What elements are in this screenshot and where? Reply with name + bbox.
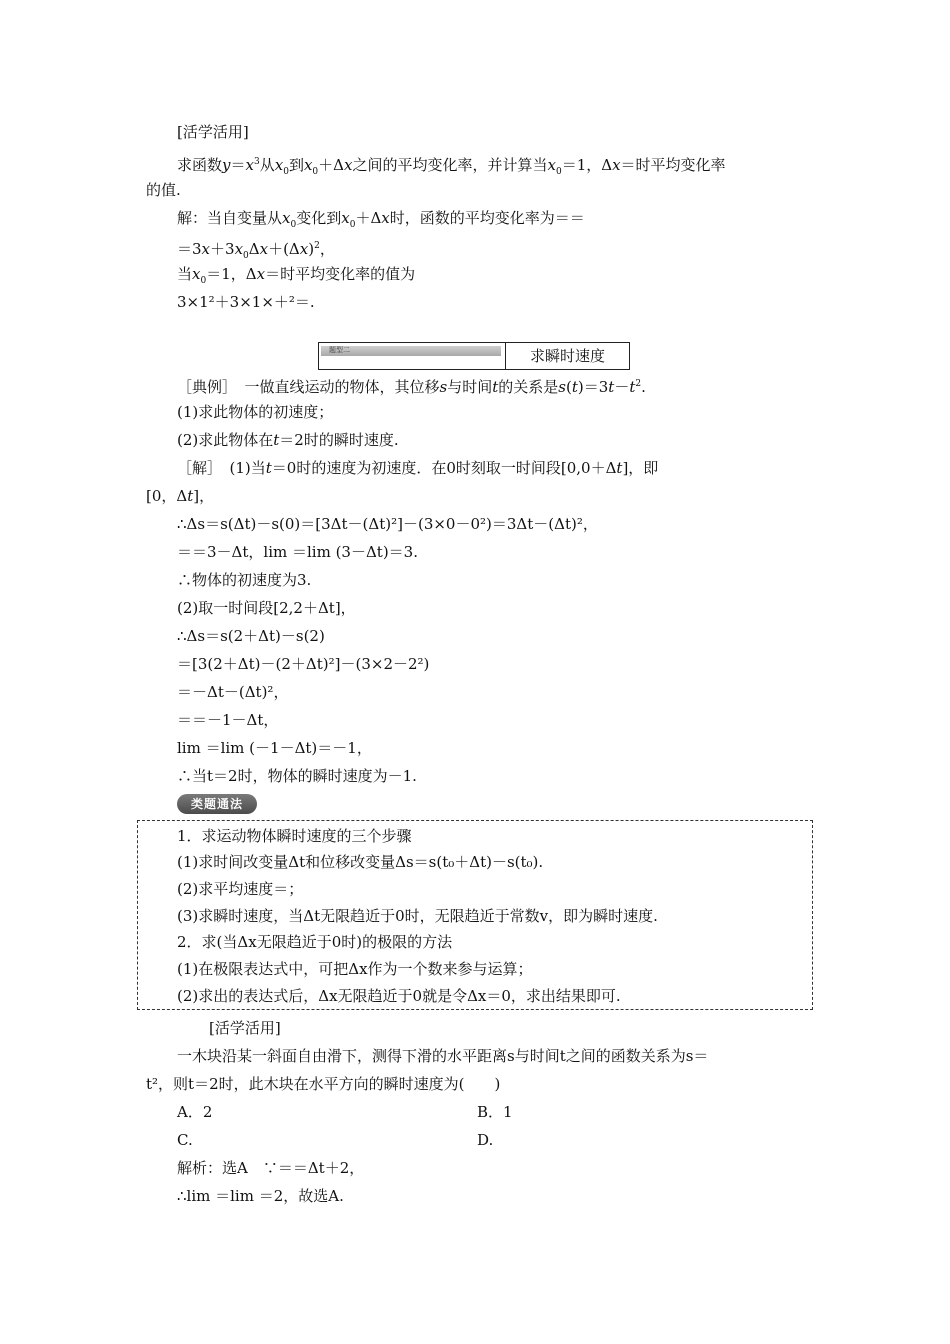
example-solution-8: ＝[3(2＋Δt)－(2＋Δt)²]－(3×2－2²) (177, 655, 430, 673)
method-line6: (1)在极限表达式中，可把Δx作为一个数来参与运算； (177, 960, 533, 978)
var-y: y (222, 156, 231, 174)
text: ＝时平均变化率 (620, 156, 726, 174)
method-line1: 1．求运动物体瞬时速度的三个步骤 (177, 827, 412, 845)
exp: 3 (253, 157, 260, 167)
text: [0，Δ (146, 487, 188, 505)
example-solution-5: ∴物体的初速度为3. (177, 571, 312, 589)
section-header-box (318, 342, 630, 370)
section-label: 题型二 (329, 346, 350, 354)
example-question2 (177, 430, 399, 450)
text: 时，函数的平均变化率为＝＝ (389, 209, 585, 227)
text: 与时间 (447, 378, 493, 396)
var-s: s (439, 378, 448, 396)
text: 解：当自变量从 (177, 209, 283, 227)
section-label-bar (321, 346, 501, 356)
method-badge: 类题通法 (177, 794, 257, 814)
example-solution-11: lim ＝lim (－1－Δt)＝－1， (177, 739, 372, 757)
text: ＝1，Δ (561, 156, 613, 174)
text: 的关系是 (498, 378, 559, 396)
example-solution-6: (2)取一时间段[2,2＋Δt]， (177, 599, 356, 617)
var-t: t (629, 378, 636, 396)
text: 从 (259, 156, 275, 174)
text: ＝3 (177, 240, 202, 258)
section-title: 求瞬时速度 (529, 347, 605, 365)
practice2-question-line1: 一木块沿某一斜面自由滑下，测得下滑的水平距离s与时间t之间的函数关系为s＝ (177, 1047, 709, 1065)
sub: 0 (312, 167, 319, 177)
method-line7: (2)求出的表达式后，Δx无限趋近于0就是令Δx＝0，求出结果即可. (177, 987, 621, 1005)
exp: 2 (635, 379, 642, 389)
var-x: x (201, 240, 211, 258)
var-s: s (558, 378, 566, 396)
var-x0: x (547, 156, 556, 174)
text: 变化到 (296, 209, 342, 227)
practice-question-line1: 求函数$y=x^3$从$x_0$到$x_0+\Delta x$之间的平均变化率，并计算当$x_0=1$，Δx＝时平均变化率 (177, 156, 726, 177)
practice-question-line2: 的值. (146, 181, 181, 199)
text: ＋3 (210, 240, 235, 258)
text: 求函数 (177, 156, 223, 174)
var-x0: x (282, 209, 291, 227)
var-t: t (265, 459, 272, 477)
example-question1: (1)求此物体的初速度； (177, 403, 334, 421)
example-solution-4: ＝＝3－Δt，lim ＝lim (3－Δt)＝3. (177, 543, 418, 561)
text: 当 (177, 265, 193, 283)
var-t: t (616, 459, 623, 477)
var-x: x (256, 265, 266, 283)
example-solution-1 (177, 458, 658, 478)
text: ＝0时的速度为初速度．在0时刻取一时间段[0,0＋Δ (271, 459, 617, 477)
text: )＝3 (577, 378, 609, 396)
solution-line3 (177, 264, 415, 291)
var-t: t (187, 487, 194, 505)
var-t: t (608, 378, 615, 396)
var-x0: x (234, 240, 244, 258)
text: ]，即 (622, 459, 659, 477)
var-t: t (571, 378, 578, 396)
text: ＝时平均变化率的值为 (265, 265, 416, 283)
practice2-header: [活学活用] (209, 1019, 281, 1037)
text: (2)求此物体在 (177, 431, 274, 449)
example-solution-10: ＝＝－1－Δt， (177, 711, 279, 729)
option-a: A．2 (177, 1103, 213, 1121)
text: ［典例］ 一做直线运动的物体，其位移 (177, 378, 440, 396)
example-line1 (177, 374, 646, 397)
var-t: t (273, 431, 280, 449)
text: ]， (193, 487, 215, 505)
option-c: C. (177, 1131, 193, 1149)
sub: 0 (349, 220, 356, 230)
text: 之间的平均变化率，并计算当 (352, 156, 548, 174)
option-b: B．1 (477, 1103, 513, 1121)
solution-line4: 3×1²＋3×1×＋²＝. (177, 293, 315, 311)
exp: 2 (314, 241, 320, 251)
text: ( (565, 378, 572, 396)
text: 到 (288, 156, 304, 174)
solution-line1: 解：当自变量从$x_0$变化到$x_0+\Delta x$时，函数的平均变化率为＝＝ (177, 209, 585, 230)
text: ＋(Δ (268, 240, 300, 258)
method-line2: (1)求时间改变量Δt和位移改变量Δs＝s(t₀＋Δt)－s(t₀). (177, 853, 544, 871)
sub: 0 (290, 220, 297, 230)
text: ， (319, 240, 335, 258)
practice2-solution-line1: 解析：选A ∵＝＝Δt＋2， (177, 1159, 365, 1177)
var-x0: x (274, 156, 284, 174)
method-line5: 2．求(当Δx无限趋近于0时)的极限的方法 (177, 933, 453, 951)
text: ＝1，Δ (206, 265, 257, 283)
text: － (614, 378, 630, 396)
var-x: x (344, 156, 353, 174)
example-solution-12: ∴当t＝2时，物体的瞬时速度为－1. (177, 767, 417, 785)
var-x: x (299, 240, 309, 258)
method-line3: (2)求平均速度＝； (177, 880, 304, 898)
solution-line2 (177, 236, 335, 266)
text: Δ (248, 240, 260, 258)
example-solution-9: ＝－Δt－(Δt)²， (177, 683, 289, 701)
var-x: x (381, 209, 390, 227)
text: ［解］ (1)当 (177, 459, 266, 477)
sub: 0 (243, 251, 249, 261)
example-solution-7: ∴Δs＝s(2＋Δt)－s(2) (177, 627, 325, 645)
var-x: x (259, 240, 269, 258)
var-x: x (245, 156, 254, 174)
var-t: t (492, 378, 499, 396)
var-x0: x (192, 265, 201, 283)
text: ＝2时的瞬时速度. (279, 431, 399, 449)
var-x0: x (303, 156, 313, 174)
practice-header: [活学活用] (177, 123, 249, 141)
practice2-question-line2: t²，则t＝2时，此木块在水平方向的瞬时速度为( ) (146, 1075, 501, 1093)
var-x0: x (341, 209, 350, 227)
text: ) (308, 240, 315, 258)
sub: 0 (555, 167, 562, 177)
option-d: D. (477, 1131, 494, 1149)
practice2-solution-line2: ∴lim ＝lim ＝2，故选A. (177, 1187, 344, 1205)
sub: 0 (283, 167, 289, 177)
example-solution-2 (146, 486, 214, 506)
var-x: x (612, 156, 621, 174)
sub: 0 (200, 276, 207, 286)
method-line4: (3)求瞬时速度，当Δt无限趋近于0时，无限趋近于常数v，即为瞬时速度. (177, 907, 658, 925)
example-solution-3: ∴Δs＝s(Δt)－s(0)＝[3Δt－(Δt)²]－(3×0－0²)＝3Δt－(Δt)²， (177, 515, 598, 533)
text: . (641, 378, 646, 396)
